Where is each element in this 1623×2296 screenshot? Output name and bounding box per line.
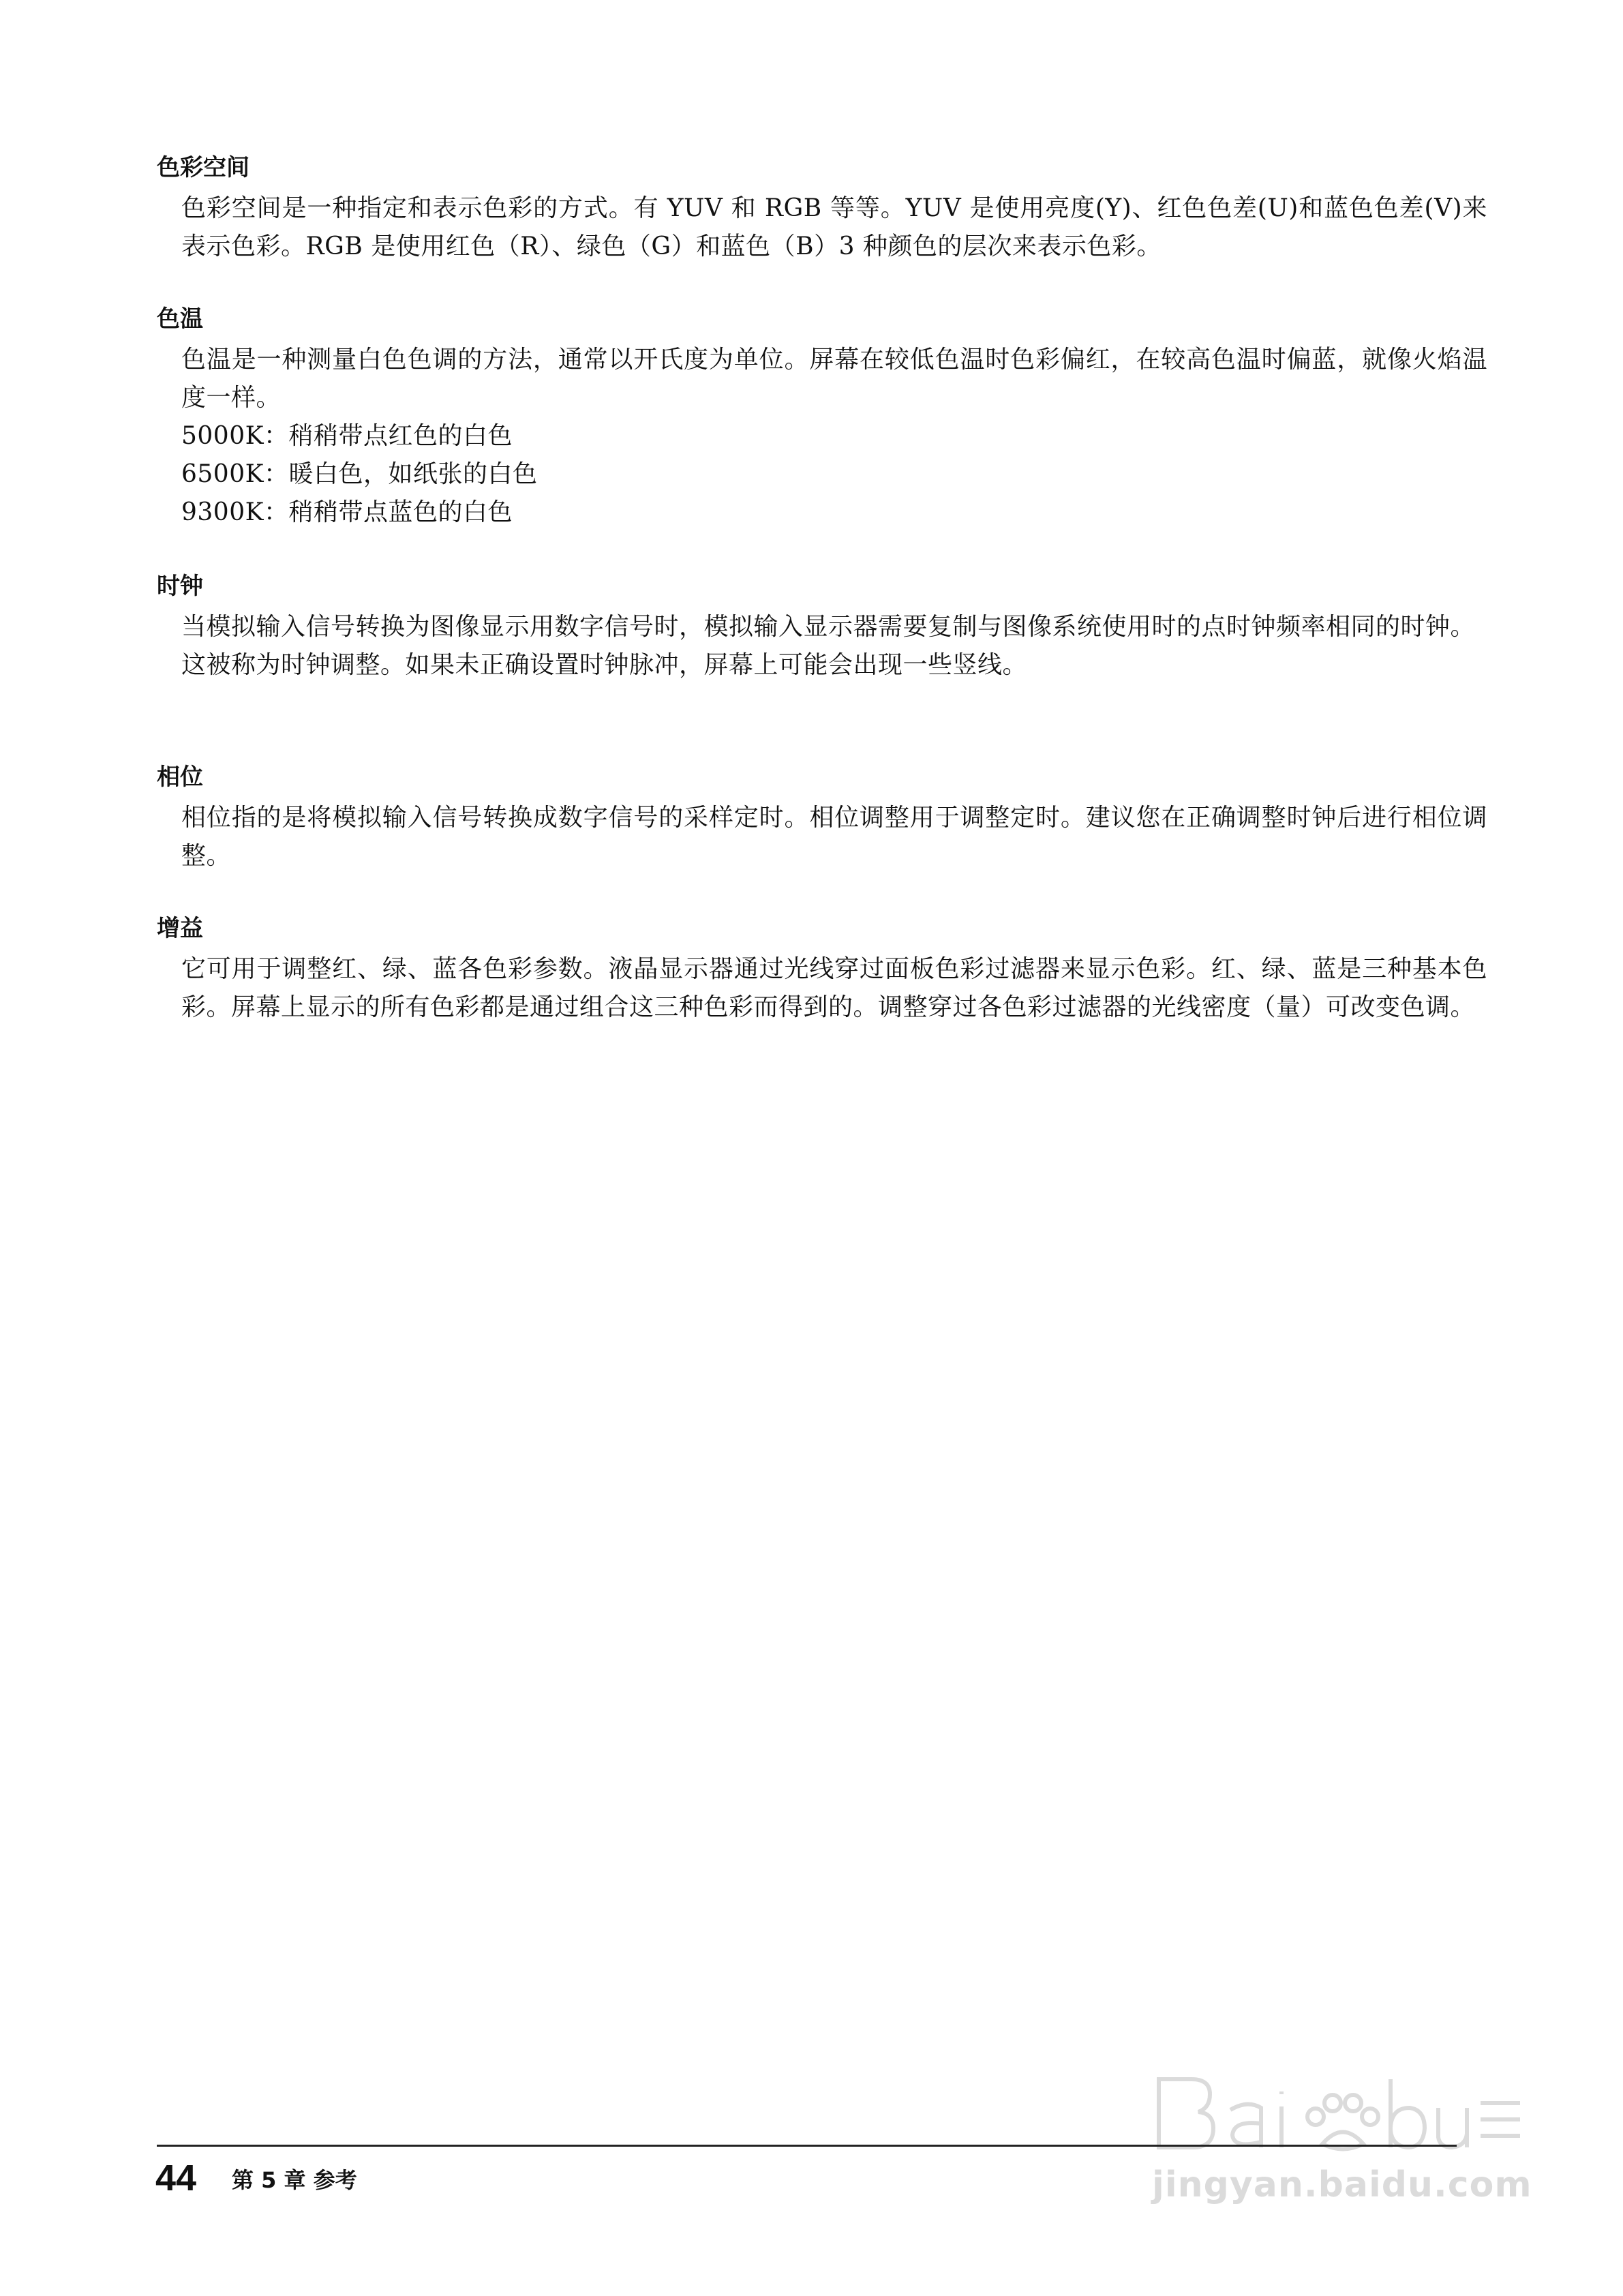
page-number: 44 [155, 2158, 197, 2199]
section-paragraph: 它可用于调整红、绿、蓝各色彩参数。液晶显示器通过光线穿过面板色彩过滤器来显示色彩。红、绿、蓝是三种基本色彩。屏幕上显示的所有色彩都是通过组合这三种色彩而得到的。调整穿过各色彩过滤器的光线密度（量）可改变色调。 [181, 955, 1487, 1021]
chapter-label: 第 5 章 参考 [232, 2167, 357, 2193]
section-paragraph: 色温是一种测量白色色调的方法，通常以开氏度为单位。屏幕在较低色温时色彩偏红，在较高色温时偏蓝，就像火焰温度一样。 [181, 346, 1487, 412]
section-heading: 时钟 [157, 573, 203, 600]
watermark-url: jingyan.baidu.com [1152, 2164, 1532, 2205]
section-heading: 色彩空间 [157, 154, 249, 181]
section-phase [157, 764, 1486, 875]
color-temp-item: 9300K：稍稍带点蓝色的白色 [181, 498, 513, 526]
section-heading: 色温 [157, 305, 203, 333]
footer-divider [157, 2145, 1457, 2147]
section-heading: 增益 [157, 915, 203, 942]
color-temp-item: 5000K：稍稍带点红色的白色 [181, 422, 513, 450]
section-paragraph: 色彩空间是一种指定和表示色彩的方式。有 YUV 和 RGB 等等。YUV 是使用亮度(Y)、红色色差(U)和蓝色色差(V)来表示色彩。RGB 是使用红色（R）、绿色（G）和蓝色（B）3 种颜色的层次来表示色彩。 [181, 194, 1487, 260]
section-paragraph: 相位指的是将模拟输入信号转换成数字信号的采样定时。相位调整用于调整定时。建议您在正确调整时钟后进行相位调整。 [181, 804, 1487, 870]
baidu-jingyan-watermark [1145, 2059, 1532, 2209]
section-heading: 相位 [157, 764, 203, 791]
color-temp-item: 6500K：暖白色，如纸张的白色 [181, 460, 538, 488]
section-paragraph: 当模拟输入信号转换为图像显示用数字信号时，模拟输入显示器需要复制与图像系统使用时的点时钟频率相同的时钟。 [181, 613, 1476, 641]
section-gain [157, 915, 1486, 1027]
section-clock [157, 573, 1486, 684]
section-color-space [157, 154, 1486, 266]
section-paragraph: 这被称为时钟调整。如果未正确设置时钟脉冲，屏幕上可能会出现一些竖线。 [181, 651, 1028, 679]
section-color-temperature [157, 305, 1486, 532]
